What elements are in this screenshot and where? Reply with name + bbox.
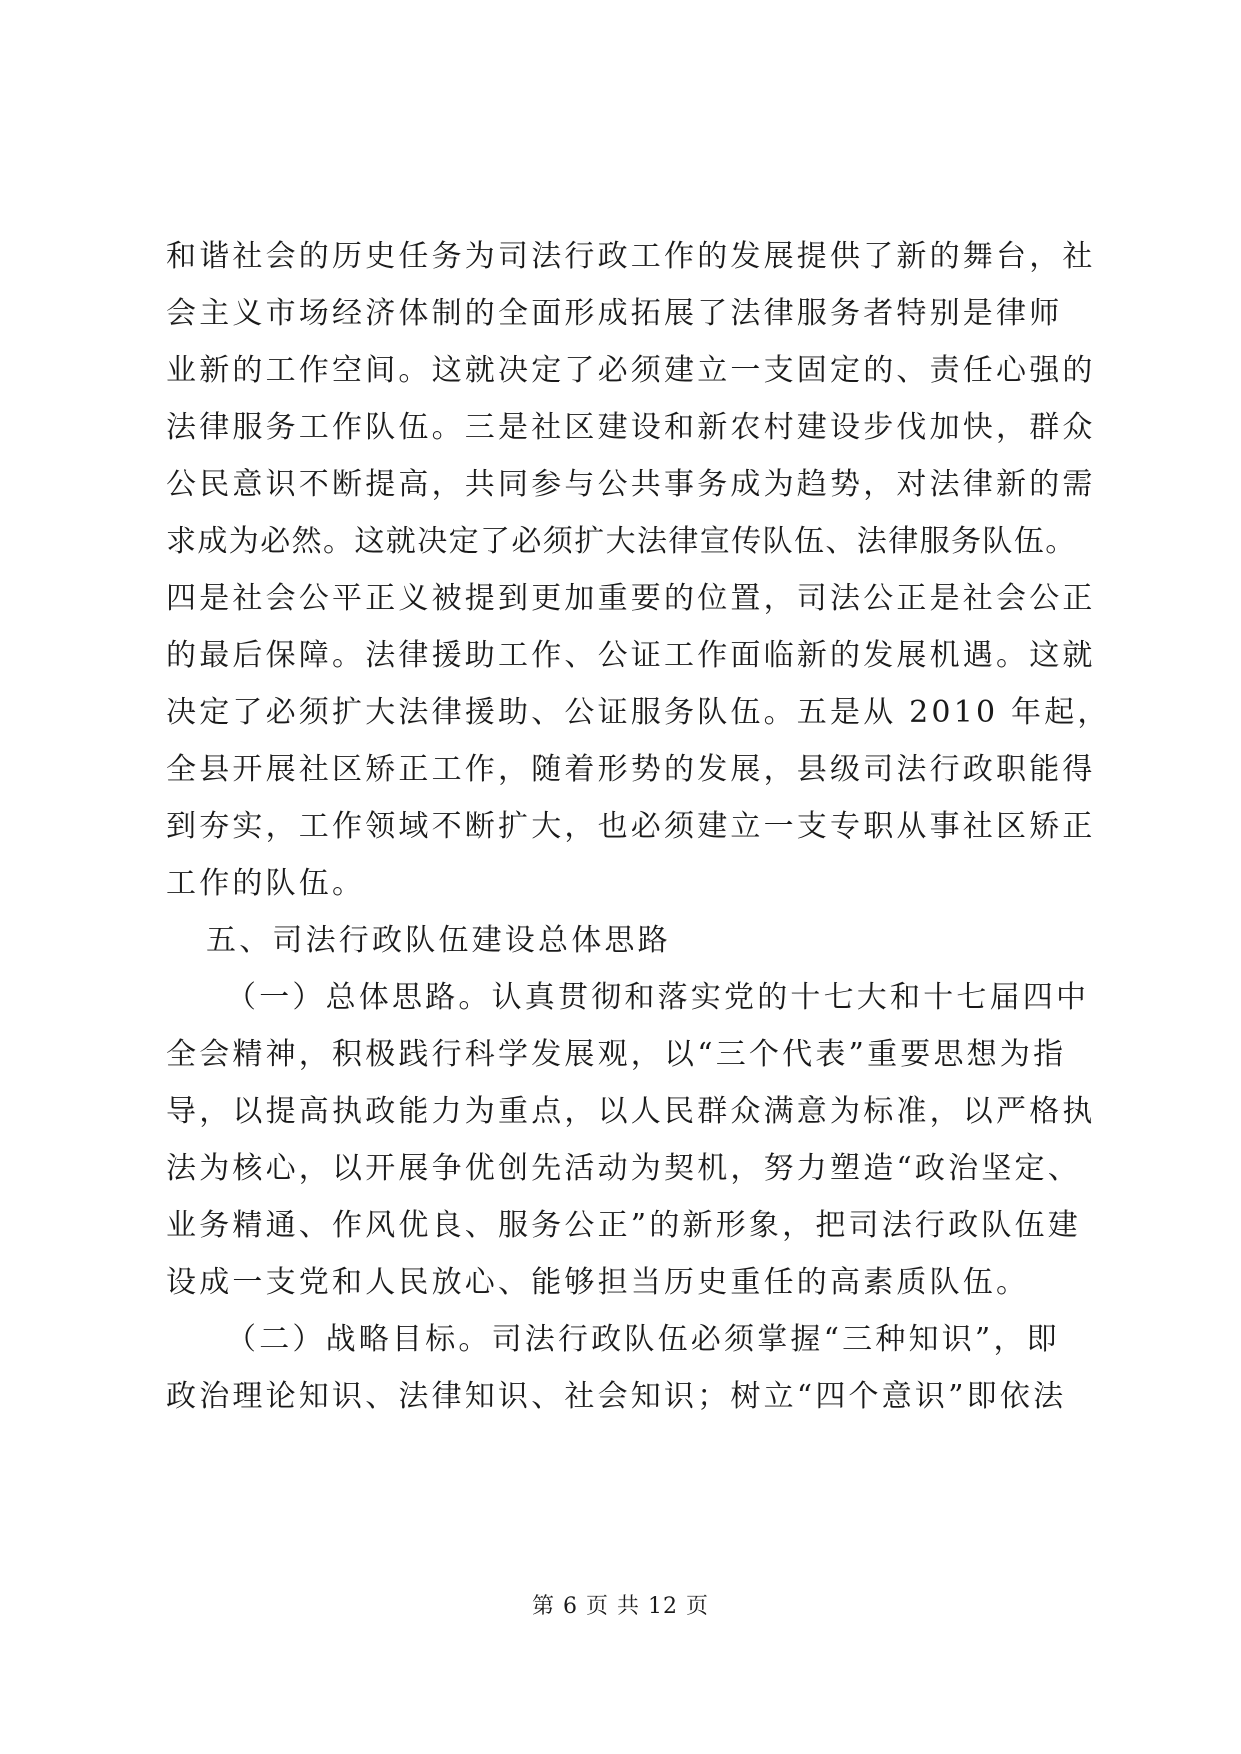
text-line: 法律服务工作队伍。三是社区建设和新农村建设步伐加快，群众 <box>166 410 1096 445</box>
text-line: 四是社会公平正义被提到更加重要的位置，司法公正是社会公正 <box>166 581 1096 616</box>
page-number-footer: 第 6 页 共 12 页 <box>532 1594 709 1619</box>
text-line: 业务精通、作风优良、服务公正”的新形象，把司法行政队伍建 <box>166 1208 1081 1243</box>
text-line: 全县开展社区矫正工作，随着形势的发展，县级司法行政职能得 <box>166 752 1096 787</box>
text-line: 设成一支党和人民放心、能够担当历史重任的高素质队伍。 <box>166 1265 1030 1300</box>
text-line: 的最后保障。法律援助工作、公证工作面临新的发展机遇。这就 <box>166 638 1096 673</box>
text-line: 到夯实，工作领域不断扩大，也必须建立一支专职从事社区矫正 <box>166 809 1096 844</box>
text-line: 业新的工作空间。这就决定了必须建立一支固定的、责任心强的 <box>166 353 1096 388</box>
text-line: 法为核心，以开展争优创先活动为契机，努力塑造“政治坚定、 <box>166 1151 1081 1186</box>
text-line: 导，以提高执政能力为重点，以人民群众满意为标准，以严格执 <box>166 1094 1096 1129</box>
text-line: 工作的队伍。 <box>166 866 366 901</box>
text-line: 求成为必然。这就决定了必须扩大法律宣传队伍、法律服务队伍。 <box>166 524 1077 559</box>
text-line: 会主义市场经济体制的全面形成拓展了法律服务者特别是律师 <box>166 296 1063 331</box>
text-line: （二）战略目标。司法行政队伍必须掌握“三种知识”，即 <box>226 1322 1060 1357</box>
text-line: 和谐社会的历史任务为司法行政工作的发展提供了新的舞台，社 <box>166 239 1096 274</box>
section-heading: 五、司法行政队伍建设总体思路 <box>206 923 671 958</box>
body-text <box>166 228 1111 1425</box>
text-line: 公民意识不断提高，共同参与公共事务成为趋势，对法律新的需 <box>166 467 1096 502</box>
text-line: （一）总体思路。认真贯彻和落实党的十七大和十七届四中 <box>226 980 1090 1015</box>
text-line: 决定了必须扩大法律援助、公证服务队伍。五是从 2010 年起， <box>166 695 1111 730</box>
text-line: 政治理论知识、法律知识、社会知识；树立“四个意识”即依法 <box>166 1379 1067 1414</box>
text-line: 全会精神，积极践行科学发展观，以“三个代表”重要思想为指 <box>166 1037 1067 1072</box>
